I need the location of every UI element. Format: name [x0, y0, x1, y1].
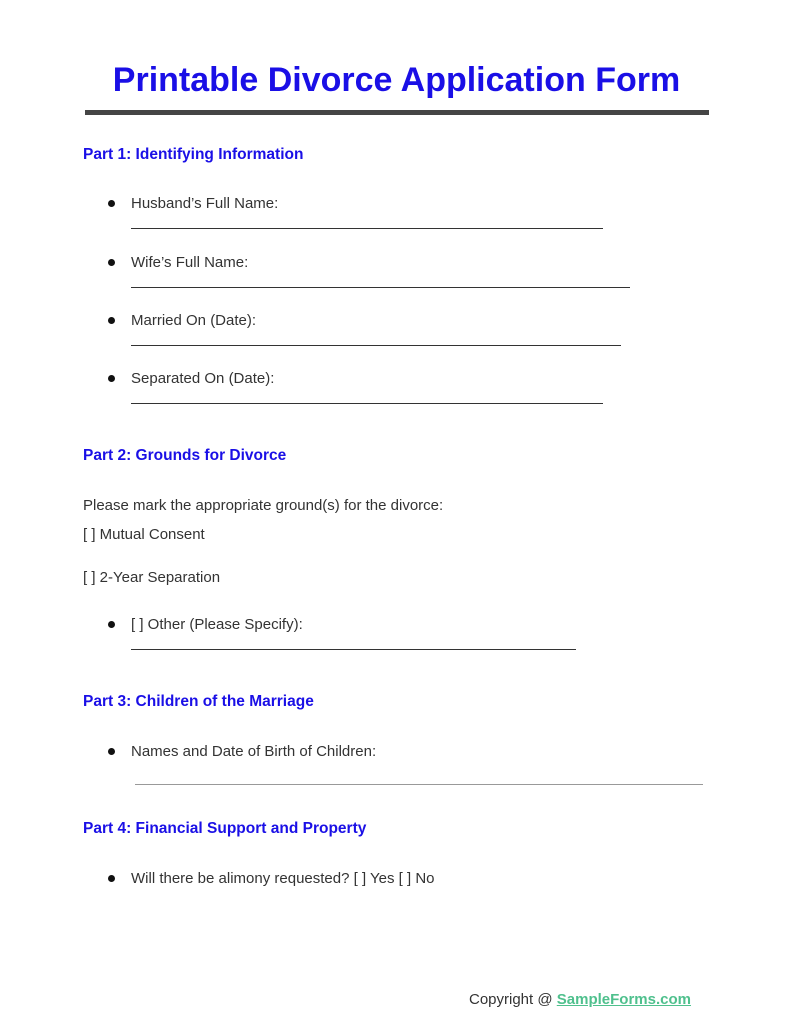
children-field[interactable] — [135, 784, 703, 785]
bullet-icon — [108, 200, 115, 207]
part-1-heading: Part 1: Identifying Information — [83, 146, 304, 163]
married-date-field[interactable] — [131, 344, 621, 346]
wife-name-field[interactable] — [131, 286, 630, 288]
field-label: Married On (Date): — [131, 312, 257, 329]
part-3-heading: Part 3: Children of the Marriage — [83, 693, 314, 710]
footer — [469, 991, 691, 1008]
field-label: Husband’s Full Name: — [131, 195, 279, 212]
bullet-icon — [108, 317, 115, 324]
husband-name-field[interactable] — [131, 227, 603, 229]
bullet-icon — [108, 875, 115, 882]
grounds-instruction: Please mark the appropriate ground(s) for the divorce: — [83, 497, 444, 514]
bullet-icon — [108, 259, 115, 266]
part-4-heading: Part 4: Financial Support and Property — [83, 820, 367, 837]
field-label: Names and Date of Birth of Children: — [131, 743, 377, 760]
bullet-icon — [108, 375, 115, 382]
other-ground-field[interactable] — [131, 648, 576, 650]
separated-date-field[interactable] — [131, 402, 603, 404]
title-divider — [85, 110, 709, 115]
mutual-consent-checkbox[interactable]: [ ] Mutual Consent — [83, 526, 205, 543]
other-checkbox-label[interactable]: [ ] Other (Please Specify): — [131, 616, 303, 633]
bullet-icon — [108, 621, 115, 628]
bullet-icon — [108, 748, 115, 755]
field-label: Wife’s Full Name: — [131, 254, 249, 271]
part-2-heading: Part 2: Grounds for Divorce — [83, 447, 287, 464]
page-title: Printable Divorce Application Form — [112, 61, 681, 99]
sampleforms-link[interactable]: SampleForms.com — [556, 991, 691, 1008]
copyright-text: Copyright @ — [469, 991, 557, 1008]
two-year-separation-checkbox[interactable]: [ ] 2-Year Separation — [83, 569, 221, 586]
field-label: Separated On (Date): — [131, 370, 275, 387]
alimony-question[interactable]: Will there be alimony requested? [ ] Yes [ ] No — [131, 870, 435, 887]
